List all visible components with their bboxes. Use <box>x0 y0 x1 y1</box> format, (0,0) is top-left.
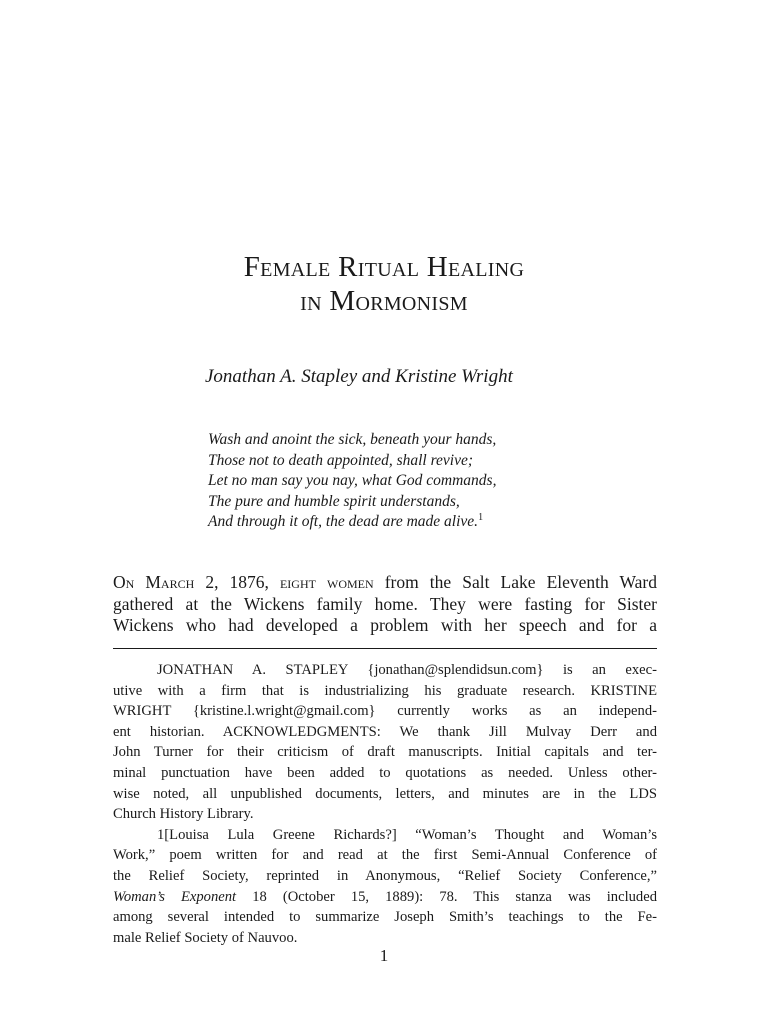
footnote-1-line: male Relief Society of Nauvoo. <box>113 929 298 946</box>
author-note-line: WRIGHT {kristine.l.wright@gmail.com} currently works as an independ- <box>113 703 657 720</box>
lead-text: 2, 1876, <box>194 572 280 592</box>
footnote-marker: 1 <box>478 512 484 523</box>
article-title <box>0 250 768 318</box>
footnote-1-line: among several intended to summarize Joseph Smith’s teachings to the Fe- <box>113 909 657 926</box>
lead-small-caps: eight women <box>279 572 374 592</box>
body-line-1 <box>113 572 657 594</box>
footnote-1-line: Work,” poem written for and read at the first Semi-Annual Conference of <box>113 847 657 864</box>
title-line-1: Female Ritual Healing <box>243 251 525 283</box>
footnote-divider <box>113 648 657 649</box>
body-paragraph <box>113 572 657 637</box>
author-byline: Jonathan A. Stapley and Kristine Wright <box>205 366 513 387</box>
footnote-1-line <box>113 887 657 908</box>
author-note-line: Church History Library. <box>113 806 254 823</box>
epigraph-line-text: And through it oft, the dead are made alive. <box>208 513 479 530</box>
epigraph-line-last <box>208 512 496 533</box>
author-note-line: utive with a firm that is industrializing his graduate research. KRISTINE <box>113 682 657 699</box>
epigraph-line: The pure and humble spirit understands, <box>208 492 460 510</box>
lead-text: from the Salt Lake Eleventh Ward <box>373 572 657 592</box>
body-line-2: gathered at the Wickens family home. They were fasting for Sister <box>113 593 657 614</box>
journal-title: Woman’s Exponent <box>113 888 237 905</box>
footnotes <box>113 660 657 948</box>
epigraph-line: Let no man say you nay, what God commands, <box>208 472 497 489</box>
footnote-1-line: the Relief Society, reprinted in Anonymous, “Relief Society Conference,” <box>113 867 657 884</box>
epigraph-line: Those not to death appointed, shall revive; <box>208 451 474 469</box>
epigraph-line: Wash and anoint the sick, beneath your hands, <box>208 431 497 448</box>
author-note-line: JONATHAN A. STAPLEY {jonathan@splendidsun.com} is an exec- <box>157 662 657 678</box>
footnote-1-line: 1[Louisa Lula Greene Richards?] “Woman’s Thought and Woman’s <box>157 826 657 843</box>
body-line-3: Wickens who had developed a problem with her speech and for a <box>113 615 657 635</box>
author-note-line: wise noted, all unpublished documents, letters, and minutes are in the LDS <box>113 785 657 802</box>
page-number: 1 <box>379 946 389 965</box>
citation-text: 18 (October 15, 1889): 78. This stanza was included <box>236 888 657 905</box>
epigraph-poem <box>208 430 496 533</box>
author-note-line: ent historian. ACKNOWLEDGMENTS: We thank Jill Mulvay Derr and <box>113 723 657 740</box>
title-line-2: in Mormonism <box>300 285 468 317</box>
author-note-line: minal punctuation have been added to quotations as needed. Unless other- <box>113 764 657 781</box>
lead-small-caps: On March <box>113 572 195 592</box>
author-note-line: John Turner for their criticism of draft manuscripts. Initial capitals and ter- <box>113 744 657 761</box>
